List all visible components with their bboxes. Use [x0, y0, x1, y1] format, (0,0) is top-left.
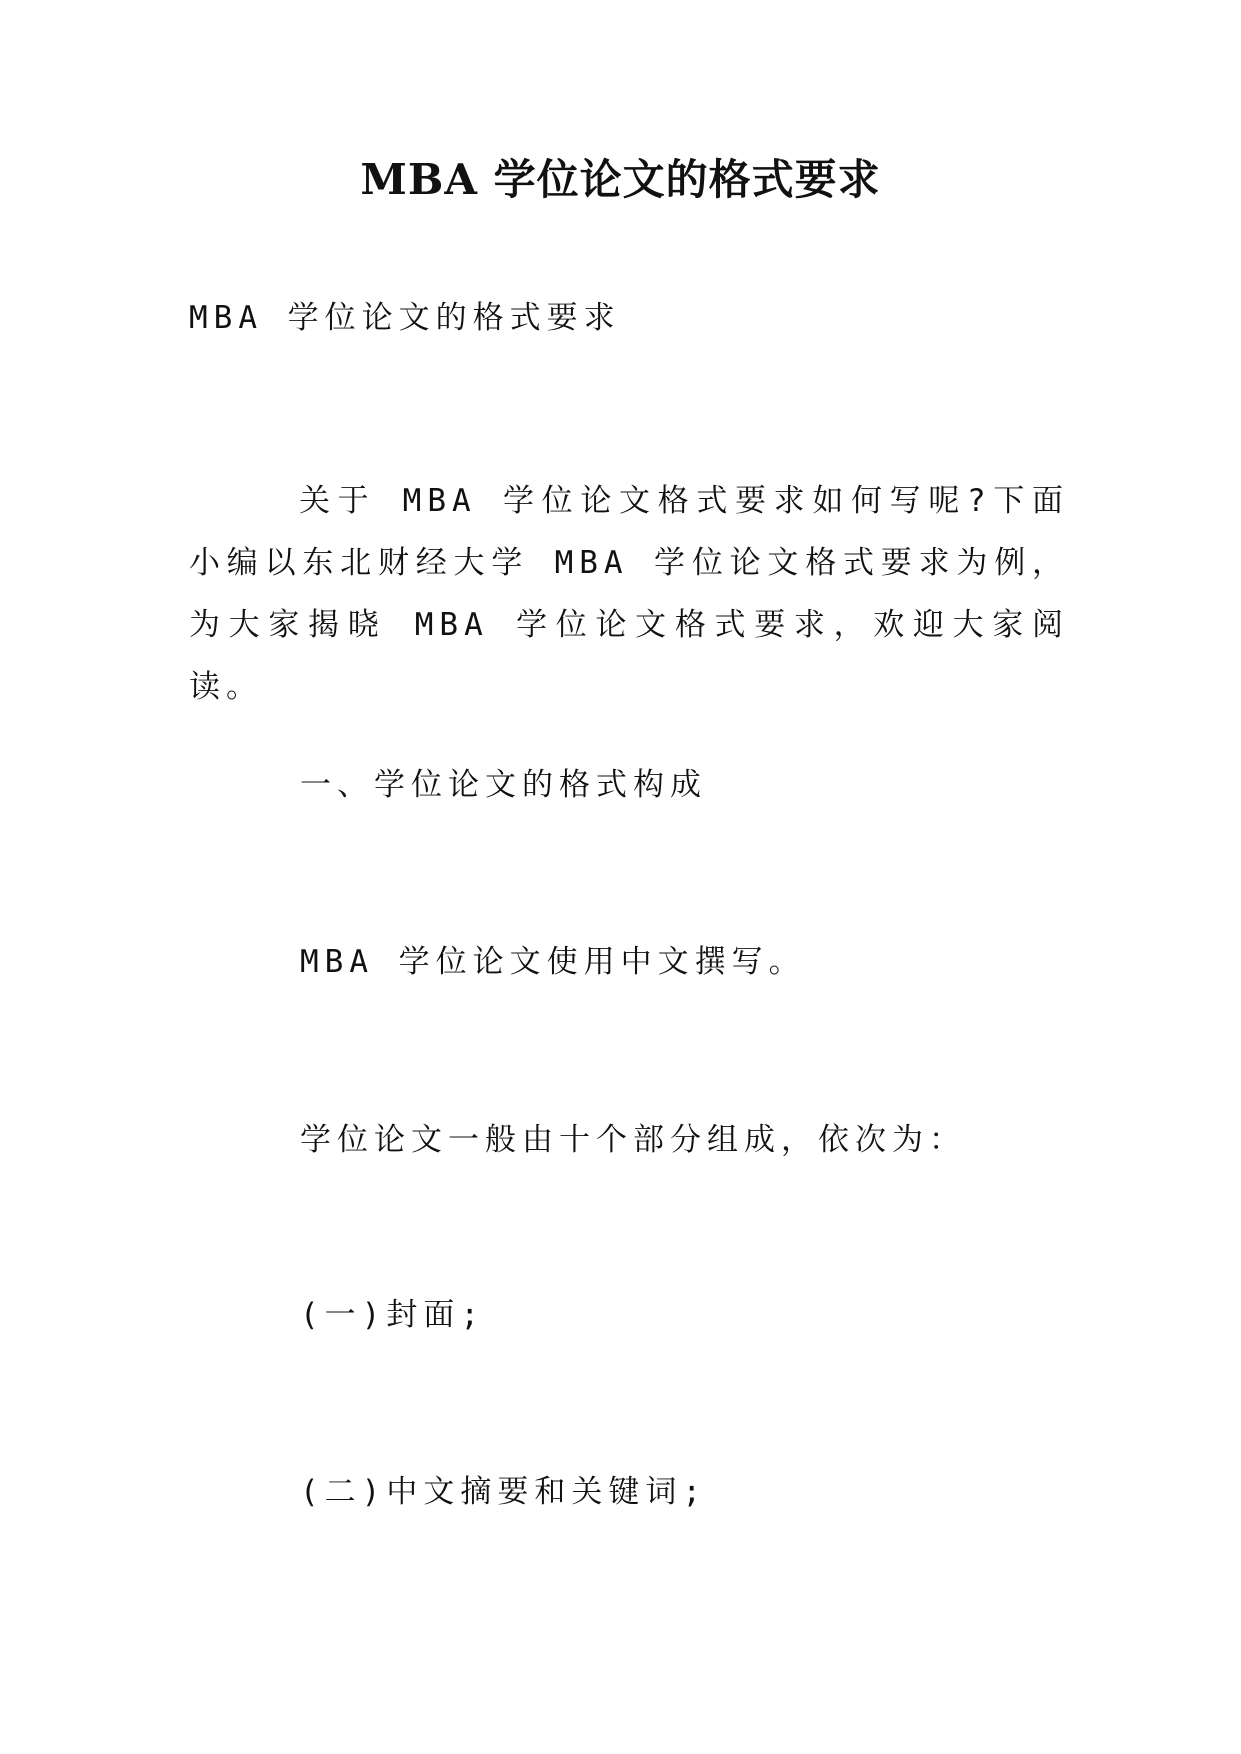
section-heading: 一、学位论文的格式构成: [300, 767, 707, 803]
body-paragraph: 学位论文一般由十个部分组成，依次为：: [300, 1122, 966, 1158]
list-item: (二)中文摘要和关键词;: [300, 1474, 707, 1510]
body-paragraph: MBA 学位论文使用中文撰写。: [300, 944, 806, 980]
document-subtitle: MBA 学位论文的格式要求: [189, 300, 621, 336]
intro-paragraph: 关于 MBA 学位论文格式要求如何写呢?下面小编以东北财经大学 MBA 学位论文格式要求为例，为大家揭晓 MBA 学位论文格式要求，欢迎大家阅读。: [189, 483, 1069, 705]
document-title: MBA 学位论文的格式要求: [360, 155, 881, 204]
list-item: (一)封面;: [300, 1297, 485, 1333]
